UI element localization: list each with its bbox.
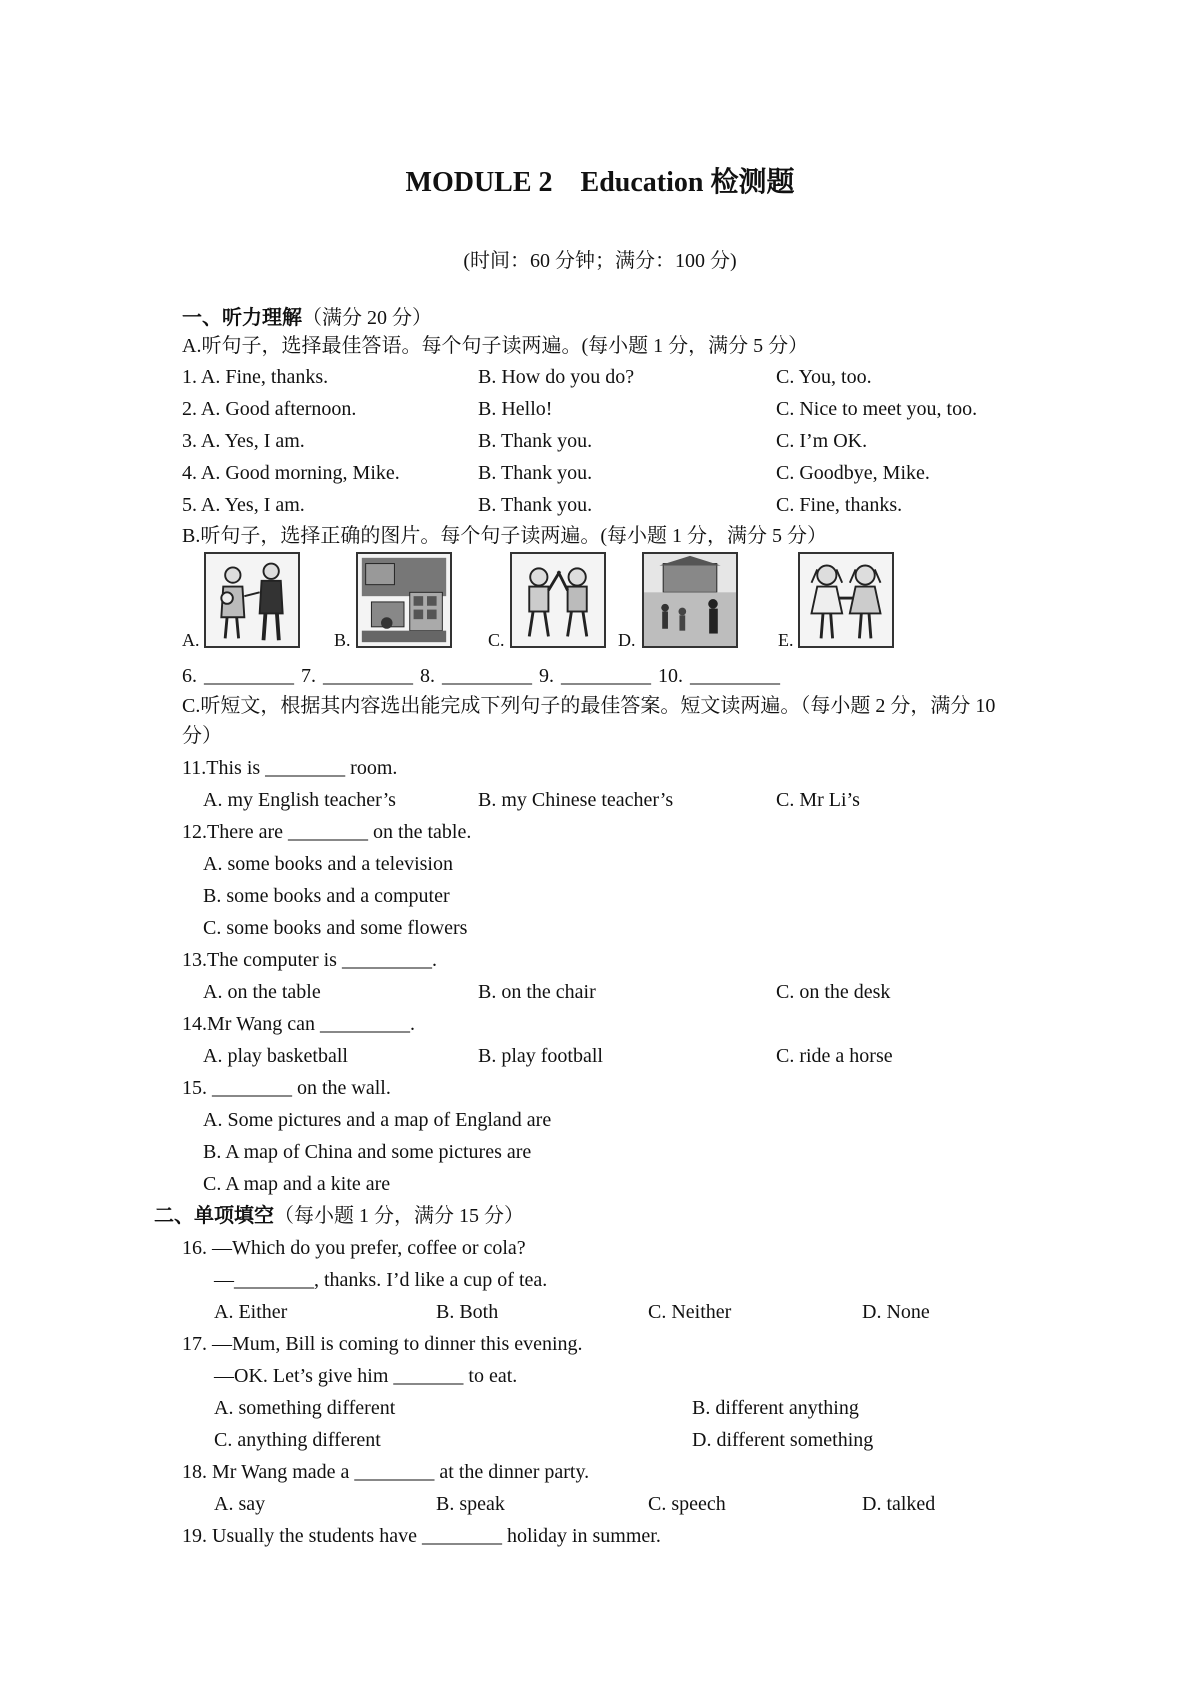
section2-heading	[154, 1204, 524, 1228]
section1-title: 一、听力理解	[182, 307, 302, 329]
q4-option-c: C. Goodbye, Mike.	[776, 462, 930, 484]
q16-option-a: A. Either	[214, 1301, 288, 1323]
q11-option-a: A. my English teacher’s	[203, 789, 396, 811]
q15-stem: 15. ________ on the wall.	[182, 1077, 391, 1099]
q17-option-c: C. anything different	[214, 1429, 381, 1451]
room-scene-image	[358, 554, 450, 646]
q2-option-c: C. Nice to meet you, too.	[776, 398, 978, 420]
picture-label-c: C.	[488, 630, 505, 650]
q11-option-c: C. Mr Li’s	[776, 789, 860, 811]
boys-waving-image	[512, 554, 604, 646]
q3-option-c: C. I’m OK.	[776, 430, 868, 452]
q16-option-c: C. Neither	[648, 1301, 732, 1323]
q16-option-d: D. None	[862, 1301, 930, 1323]
q15-option-c: C. A map and a kite are	[203, 1173, 391, 1195]
q17-stem: 17. —Mum, Bill is coming to dinner this evening.	[182, 1333, 583, 1355]
picture-c	[510, 552, 606, 648]
q13-option-b: B. on the chair	[478, 981, 596, 1003]
q18-stem: 18. Mr Wang made a ________ at the dinner party.	[182, 1461, 590, 1483]
partB-instruction: B.听句子，选择正确的图片。每个句子读两遍。(每小题 1 分，满分 5 分）	[182, 525, 827, 547]
picture-a	[204, 552, 300, 648]
people-greeting-image	[206, 554, 298, 646]
square-people-image	[644, 554, 736, 646]
q16-option-b: B. Both	[436, 1301, 499, 1323]
q12-option-c: C. some books and some flowers	[203, 917, 468, 939]
q19-stem: 19. Usually the students have ________ holiday in summer.	[182, 1525, 661, 1547]
q3-option-a: 3. A. Yes, I am.	[182, 430, 305, 452]
q5-option-b: B. Thank you.	[478, 494, 593, 516]
q12-option-b: B. some books and a computer	[203, 885, 450, 907]
q3-option-b: B. Thank you.	[478, 430, 593, 452]
q5-option-a: 5. A. Yes, I am.	[182, 494, 305, 516]
q5-option-c: C. Fine, thanks.	[776, 494, 903, 516]
q16-stem: 16. —Which do you prefer, coffee or cola?	[182, 1237, 526, 1259]
picture-label-b: B.	[334, 630, 351, 650]
q13-option-a: A. on the table	[203, 981, 321, 1003]
q11-option-b: B. my Chinese teacher’s	[478, 789, 674, 811]
page-title: MODULE 2 Education 检测题	[405, 167, 795, 198]
q1-option-a: 1. A. Fine, thanks.	[182, 366, 329, 388]
q17-option-d: D. different something	[692, 1429, 874, 1451]
partA-instruction: A.听句子，选择最佳答语。每个句子读两遍。(每小题 1 分，满分 5 分）	[182, 335, 809, 357]
q18-option-a: A. say	[214, 1493, 266, 1515]
q12-stem: 12.There are ________ on the table.	[182, 821, 472, 843]
picture-label-a: A.	[182, 630, 200, 650]
picture-b	[356, 552, 452, 648]
partC-instruction: C.听短文，根据其内容选出能完成下列句子的最佳答案。短文读两遍。（每小题 2 分，满分 10	[182, 695, 996, 717]
q15-option-b: B. A map of China and some pictures are	[203, 1141, 532, 1163]
q13-option-c: C. on the desk	[776, 981, 891, 1003]
picture-label-e: E.	[778, 630, 794, 650]
q17-response: —OK. Let’s give him _______ to eat.	[214, 1365, 518, 1387]
q14-option-c: C. ride a horse	[776, 1045, 893, 1067]
q17-option-b: B. different anything	[692, 1397, 859, 1419]
q1-option-c: C. You, too.	[776, 366, 872, 388]
q4-option-a: 4. A. Good morning, Mike.	[182, 462, 400, 484]
section1-score: （满分 20 分）	[302, 307, 432, 329]
q12-option-a: A. some books and a television	[203, 853, 453, 875]
girls-shaking-hands-image	[800, 554, 892, 646]
section1-heading	[182, 306, 432, 330]
picture-label-d: D.	[618, 630, 636, 650]
q13-stem: 13.The computer is _________.	[182, 949, 437, 971]
q17-option-a: A. something different	[214, 1397, 396, 1419]
q2-option-a: 2. A. Good afternoon.	[182, 398, 357, 420]
q14-option-b: B. play football	[478, 1045, 603, 1067]
section2-title: 二、单项填空	[154, 1205, 274, 1227]
q1-option-b: B. How do you do?	[478, 366, 635, 388]
q18-option-c: C. speech	[648, 1493, 726, 1515]
q11-stem: 11.This is ________ room.	[182, 757, 398, 779]
exam-info: (时间：60 分钟；满分：100 分)	[463, 250, 737, 272]
q18-option-b: B. speak	[436, 1493, 505, 1515]
q18-option-d: D. talked	[862, 1493, 936, 1515]
partB-answer-blanks: 6. _________ 7. _________ 8. _________ 9. _________ 10. _________	[182, 665, 780, 687]
picture-e	[798, 552, 894, 648]
q15-option-a: A. Some pictures and a map of England are	[203, 1109, 552, 1131]
q14-option-a: A. play basketball	[203, 1045, 348, 1067]
q14-stem: 14.Mr Wang can _________.	[182, 1013, 415, 1035]
q2-option-b: B. Hello!	[478, 398, 553, 420]
q16-response: —________, thanks. I’d like a cup of tea.	[214, 1269, 548, 1291]
picture-d	[642, 552, 738, 648]
partC-instruction-cont: 分）	[182, 725, 222, 747]
section2-score: （每小题 1 分，满分 15 分）	[274, 1205, 524, 1227]
q4-option-b: B. Thank you.	[478, 462, 593, 484]
